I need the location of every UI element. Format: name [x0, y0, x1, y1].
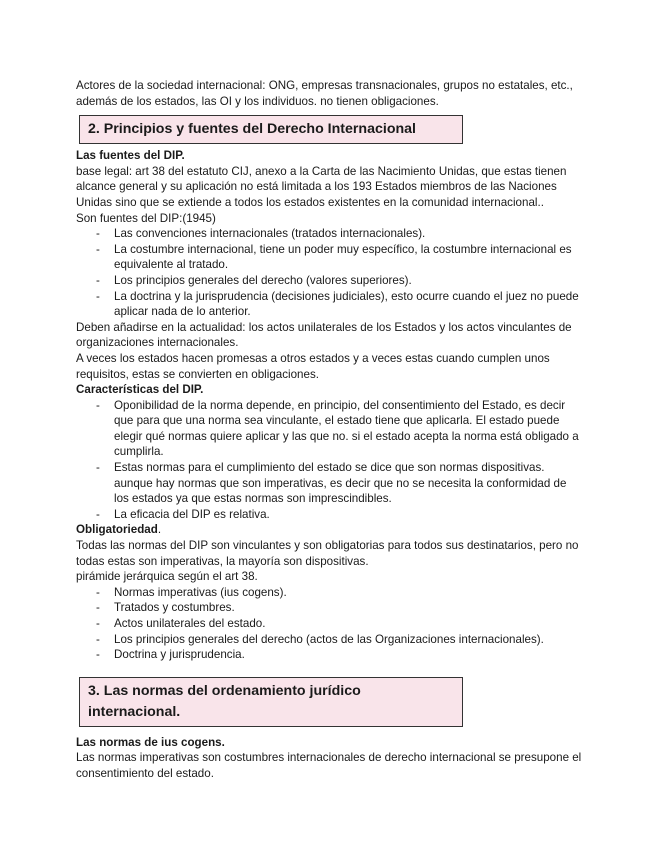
list-item: - Actos unilaterales del estado. [114, 616, 579, 632]
piramide-line: pirámide jerárquica según el art 38. [76, 570, 258, 584]
list-item: - Estas normas para el cumplimiento del estado se dice que son normas dispositivas. aunque hay normas que son imperativas, es decir que no se necesita la conformidad de los estados ya que estas normas son imprescindibles. [114, 460, 579, 507]
list-item: - Normas imperativas (ius cogens). [114, 585, 579, 601]
obligatoriedad-paragraph: Todas las normas del DIP son vinculantes y son obligatorias para todos sus destinatarios, pero no todas estas son imperativas, la mayoría son dispositivas. [76, 539, 579, 568]
son-fuentes-line: Son fuentes del DIP:(1945) [76, 211, 216, 225]
obligatoriedad-dot: . [157, 523, 162, 537]
a-veces-paragraph: A veces los estados hacen promesas a otros estados y a veces estas cuando cumplen unos requisitos, estas se convierten en obligaciones. [76, 351, 550, 381]
list-item: - La eficacia del DIP es relativa. [114, 507, 579, 523]
list-item: - Doctrina y jurisprudencia. [114, 647, 579, 663]
ius-cogens-paragraph: Las normas imperativas son costumbres internacionales de derecho internacional se presupone el consentimiento del estado. [76, 751, 582, 780]
list-item: - Los principios generales del derecho (valores superiores). [114, 273, 579, 289]
list-item: - Las convenciones internacionales (tratados internacionales). [114, 226, 579, 242]
obligatoriedad-title-line [76, 522, 586, 538]
section-2-heading: 2. Principios y fuentes del Derecho Internacional [79, 115, 463, 144]
list-item: - Los principios generales del derecho (actos de las Organizaciones internacionales). [114, 632, 579, 648]
fuentes-title: Las fuentes del DIP. [76, 149, 185, 163]
ius-cogens-title: Las normas de ius cogens. [76, 735, 225, 749]
caracteristicas-list [76, 398, 586, 523]
intro-paragraph: Actores de la sociedad internacional: ONG, empresas transnacionales, grupos no estatales, etc., además de los estados, las OI y los individuos. no tienen obligaciones. [76, 79, 573, 108]
obligatoriedad-title: Obligatoriedad [76, 523, 158, 537]
fuentes-list [76, 226, 586, 320]
piramide-list [76, 585, 586, 663]
base-legal-paragraph: base legal: art 38 del estatuto CIJ, anexo a la Carta de las Nacimiento Unidas, que estas tienen alcance general y su aplicación no está limitada a los 193 Estados miembros de las Naciones Unidas sino que se extiende a todos los estados existentes en la comunidad internacional.. [76, 164, 567, 209]
section-3-heading: 3. Las normas del ordenamiento jurídico internacional. [79, 677, 463, 727]
caracteristicas-title: Características del DIP. [76, 383, 204, 397]
deben-paragraph: Deben añadirse en la actualidad: los actos unilaterales de los Estados y los actos vinculantes de organizaciones internacionales. [76, 320, 572, 350]
list-item: - Tratados y costumbres. [114, 600, 579, 616]
list-item: - La doctrina y la jurisprudencia (decisiones judiciales), esto ocurre cuando el juez no puede aplicar nada de lo anterior. [114, 289, 579, 320]
document-page [76, 78, 586, 782]
list-item: - La costumbre internacional, tiene un poder muy específico, la costumbre internacional es equivalente al tratado. [114, 242, 579, 273]
list-item: - Oponibilidad de la norma depende, en principio, del consentimiento del Estado, es decir que para que una norma sea vinculante, el estado tiene que aplicarla. El estado puede elegir qué normas quiere aplicar y las que no. si el estado acepta la norma está obligado a cumplirla. [114, 398, 579, 460]
